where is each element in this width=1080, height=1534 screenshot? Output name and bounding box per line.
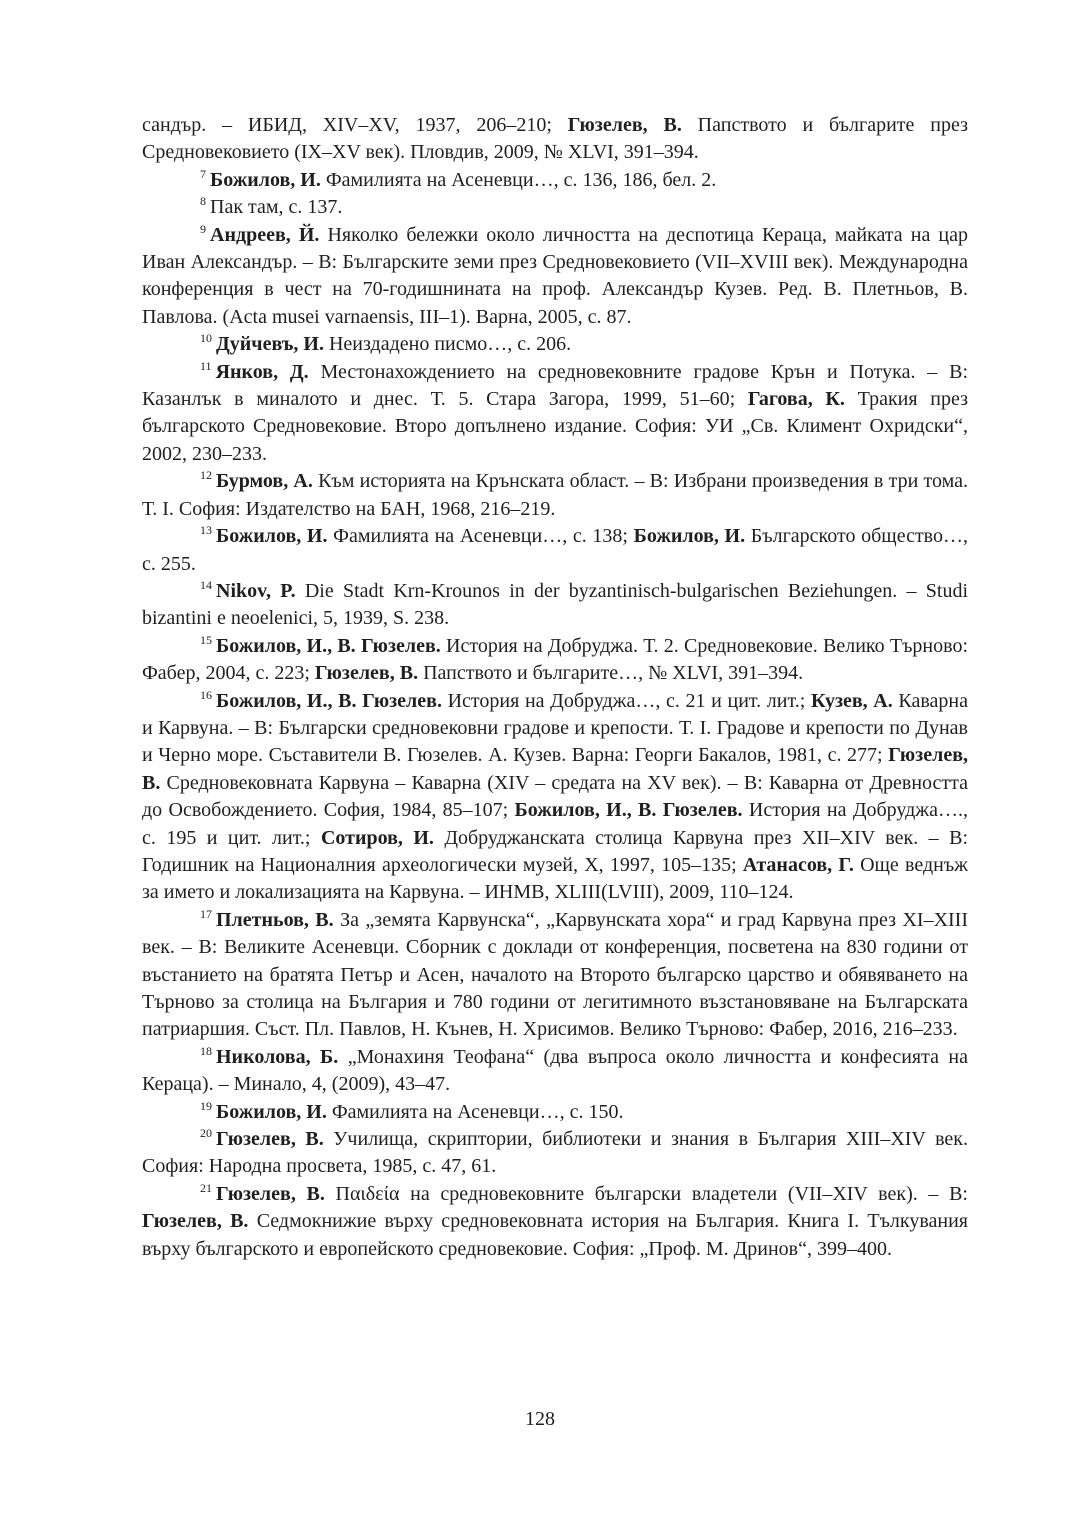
author-name: Бурмов, А. (216, 470, 313, 493)
footnote-12 (142, 468, 968, 523)
citation-text: Тракия през българското Средновековие. Второ допълнено издание. София: УИ „Св. Климент Охридски“, 2002, 230–233. (142, 388, 969, 465)
footnotes-block (142, 112, 968, 1263)
citation-text: Папството и българите през Средновековието (IX–XV век). Пловдив, 2009, № XLVI, 391–394. (142, 114, 968, 164)
citation-text: „Монахиня Теофана“ (два въпроса около личността и конфесията на Кераца). – Минало, 4, (2009), 43–47. (142, 1045, 969, 1096)
footnote-number: 19 (200, 1098, 212, 1113)
footnote-15 (142, 633, 968, 688)
citation-text: Die Stadt Krn-Krounos in der byzantinisch-bulgarischen Beziehungen. – Studi bizantini e neoelenici, 5, 1939, S. 238. (142, 579, 969, 630)
author-name: Сотиров, И. (320, 826, 434, 849)
footnote-20 (142, 1126, 968, 1181)
footnote-number: 18 (200, 1043, 212, 1058)
footnote-21 (142, 1181, 968, 1263)
author-name: Божилов, И. (216, 1100, 327, 1123)
author-name: Атанасов, Г. (742, 853, 854, 876)
footnote-list (142, 167, 968, 1263)
citation-text: Още веднъж за името и локализацията на Карвуна. – ИНМВ, XLIII(LVIII), 2009, 110–124. (142, 853, 968, 904)
footnote-13 (142, 523, 968, 578)
footnote-8 (142, 194, 968, 221)
author-name: Божилов, И. (216, 525, 328, 548)
footnote-9 (142, 222, 968, 332)
citation-text: История на Добруджа. Т. 2. Средновековие. Велико Търново: Фабер, 2004, с. 223; (142, 634, 968, 685)
citation-text: Местонахождението на средновековните градове Крън и Потука. – В: Казанлък в миналото и днес. Т. 5. Стара Загора, 1999, 51–60; (142, 360, 968, 411)
citation-text: История на Добруджа…, с. 21 и цит. лит.; (441, 689, 811, 712)
author-name: Гюзелев, В. (216, 1128, 324, 1151)
author-name: Nikov, P. (216, 579, 296, 602)
author-name: Божилов, И., В. Гюзелев. (514, 799, 743, 822)
citation-text: Към историята на Крънската област. – В: Избрани произведения в три тома. Т. I. София: Издателство на БАН, 1968, 216–219. (142, 470, 968, 520)
continuation-paragraph (142, 112, 968, 167)
author-name: Гюзелев, В. (216, 1182, 325, 1205)
citation-text: Каварна и Карвуна. – В: Български средновековни градове и крепости. Т. I. Градове и крепости по Дунав и Черно море. Съставители В. Гюзелев. А. Кузев. Варна: Георги Бакалов, 1981, с. 277; (142, 689, 968, 767)
page-number: 128 (525, 1408, 555, 1430)
author-name: Божилов, И. (633, 525, 746, 548)
author-name: Гагова, К. (747, 388, 845, 411)
author-name: Кузев, А. (810, 689, 893, 712)
citation-text: Няколко бележки около личността на деспотица Кераца, майката на цар Иван Александър. – В: Българските земи през Средновековието (VII–XVIII век). Международна конференция в чест на 70-годишнината на проф. Александър Кузев. Ред. В. Плетньов, В. Павлова. (Acta musei varnaensis, III–1). Варна, 2005, с. 87. (142, 223, 968, 328)
footnote-number: 10 (200, 331, 212, 346)
author-name: Гюзелев, В. (314, 662, 419, 685)
author-name: Андреев, Й. (210, 223, 320, 246)
footnote-14 (142, 578, 968, 633)
footnote-17 (142, 907, 968, 1044)
citation-text: сандър. – ИБИД, XIV–XV, 1937, 206–210; (142, 114, 568, 136)
footnote-number: 21 (200, 1180, 212, 1195)
footnote-number: 9 (200, 221, 206, 236)
author-name: Дуйчевъ, И. (216, 333, 324, 356)
author-name: Янков, Д. (215, 360, 309, 383)
footnote-number: 15 (200, 632, 212, 647)
footnote-18 (142, 1044, 968, 1099)
citation-text: Фамилията на Асеневци…, с. 136, 186, бел. 2. (320, 168, 717, 191)
footnote-number: 11 (200, 358, 212, 373)
citation-text: Пак там, с. 137. (210, 196, 343, 219)
citation-text: Добруджанската столица Карвуна през XII–XIV век. – В: Годишник на Националния археологически музей, X, 1997, 105–135; (142, 826, 968, 876)
citation-text: Училища, скриптории, библиотеки и знания в България XIII–XIV век. София: Народна просвета, 1985, с. 47, 61. (142, 1128, 968, 1178)
citation-text: История на Добруджа…., с. 195 и цит. лит.; (142, 799, 968, 849)
citation-text: Неиздадено писмо…, с. 206. (323, 333, 572, 356)
author-name: Божилов, И., В. Гюзелев. (216, 634, 441, 657)
citation-text: Седмокнижие върху средновековната история на България. Книга I. Тълкувания върху българското и европейското средновековие. София: „Проф. М. Дринов“, 399–400. (142, 1210, 968, 1260)
citation-text: Българското общество…, с. 255. (142, 525, 968, 575)
author-name: Гюзелев, В. (142, 744, 968, 794)
author-name: Божилов, И., В. Гюзелев. (216, 689, 442, 712)
footnote-16 (142, 688, 968, 907)
citation-text: За „земята Карвунска“, „Карвунската хора“ и град Карвуна през XI–XIII век. – В: Великите Асеневци. Сборник с доклади от конференция, посветена на 830 години от въстанието на братята Петър и Асен, началото на Второто българско царство и обявяването на Търново за столица на България и 780 години от легитимното възстановяване на Българската патриаршия. Съст. Пл. Павлов, Н. Кънев, Н. Хрисимов. Велико Търново: Фабер, 2016, 216–233. (142, 908, 968, 1041)
author-name: Плетньов, В. (216, 908, 334, 931)
footnote-number: 16 (200, 687, 212, 702)
author-name: Гюзелев, В. (142, 1210, 249, 1233)
author-name: Божилов, И. (210, 168, 321, 191)
footnote-number: 8 (200, 194, 206, 209)
footnote-11 (142, 359, 968, 469)
footnote-19 (142, 1099, 968, 1126)
footnote-number: 17 (200, 906, 212, 921)
author-name: Николова, Б. (216, 1045, 339, 1068)
footnote-number: 12 (200, 468, 212, 483)
citation-text: Фамилията на Асеневци…, с. 150. (326, 1100, 624, 1123)
footnote-number: 14 (200, 577, 212, 592)
citation-text: Παιδεία на средновековните български владетели (VII–XIV век). – В: (324, 1182, 968, 1205)
footnote-number: 20 (200, 1126, 212, 1141)
citation-text: Средновековната Карвуна – Каварна (XIV – средата на XV век). – В: Каварна от Древността до Освобождението. София, 1984, 85–107; (142, 771, 968, 822)
footnote-7 (142, 167, 968, 194)
author-name: Гюзелев, В. (567, 114, 682, 136)
footnote-10 (142, 331, 968, 358)
footnote-number: 7 (200, 166, 206, 181)
footnote-number: 13 (200, 523, 212, 538)
citation-text: Фамилията на Асеневци…, с. 138; (327, 525, 634, 548)
citation-text: Папството и българите…, № XLVI, 391–394. (418, 662, 804, 685)
